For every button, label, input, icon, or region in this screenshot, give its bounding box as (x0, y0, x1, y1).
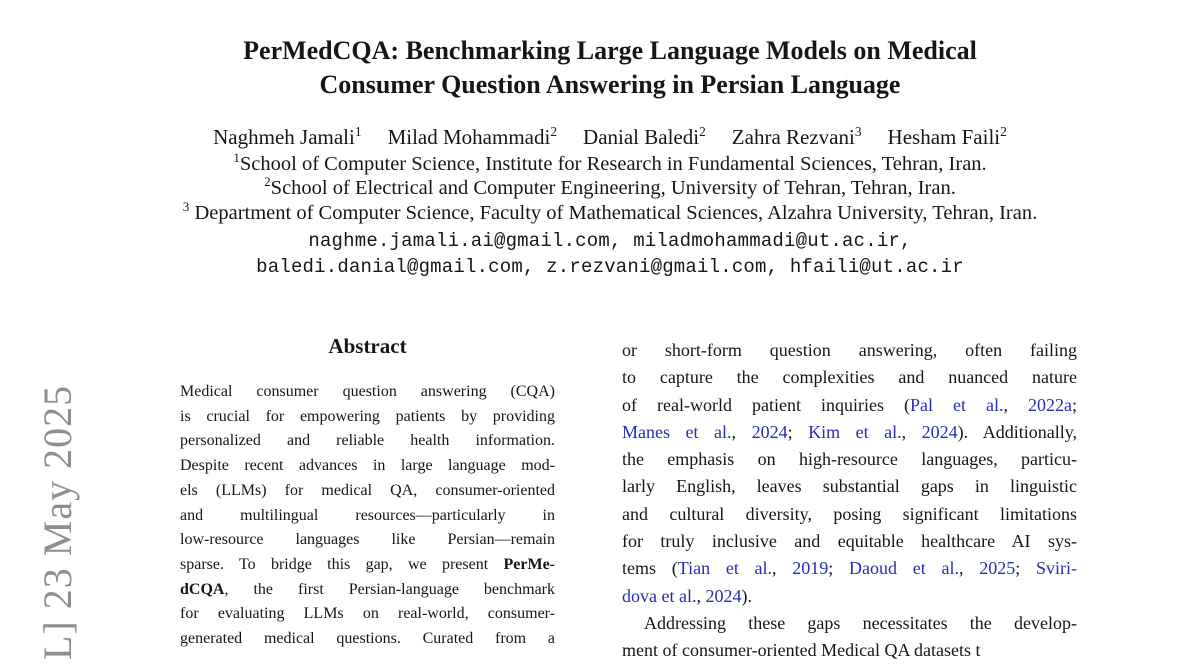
text-segment: ment of consumer-oriented Medical QA datasets t (622, 640, 981, 661)
text-line (180, 405, 555, 430)
author-name: Zahra Rezvani (731, 125, 855, 149)
text-line (622, 637, 1077, 664)
text-segment: ). (741, 585, 752, 606)
arxiv-stamp: L] 23 May 2025 (35, 384, 80, 660)
citation-link[interactable]: Pal et al. (909, 394, 1004, 415)
text-line (180, 454, 555, 479)
text-segment: , (959, 558, 980, 579)
text-line (622, 555, 1077, 582)
affil-mark: 3 (182, 198, 190, 214)
email-line-2: baledi.danial@gmail.com, z.rezvani@gmail.com, hfaili@ut.ac.ir (256, 255, 964, 278)
author-affil-mark: 2 (550, 124, 558, 139)
citation-link[interactable]: 2024 (705, 585, 742, 606)
abstract-heading: Abstract (328, 334, 407, 358)
author-affil-mark: 3 (854, 124, 862, 139)
text-segment: of real-world patient inquiries ( (622, 394, 910, 415)
text-segment: ; (1015, 558, 1036, 579)
text-segment: , the first Persian-language benchmark (224, 580, 555, 598)
citation-link[interactable]: 2024 (921, 421, 958, 442)
author-name: Naghmeh Jamali (213, 125, 355, 149)
text-line (622, 364, 1077, 391)
author (213, 125, 361, 149)
text-line (622, 446, 1077, 473)
text-segment: , (696, 585, 706, 606)
text-segment: ; (1071, 394, 1077, 415)
citation-link[interactable]: Daoud et al. (849, 558, 959, 579)
citation-link[interactable]: 2019 (792, 558, 829, 579)
affil-text: School of Electrical and Computer Engineering, University of Tehran, Tehran, Iran. (270, 177, 956, 200)
text-segment: , (1003, 394, 1028, 415)
text-line (180, 553, 555, 578)
citation-link[interactable]: Tian et al. (677, 558, 773, 579)
text-segment: , (731, 421, 752, 442)
text-segment: Medical consumer question answering (CQA) (180, 383, 555, 400)
text-segment: dCQA (180, 580, 225, 598)
paper-header (15, 34, 1200, 102)
author (388, 125, 557, 149)
citation-link[interactable]: Sviri- (1036, 558, 1078, 579)
text-segment: ). Additionally, (957, 421, 1078, 442)
email-line-1: naghme.jamali.ai@gmail.com, miladmohammadi@ut.ac.ir, (308, 230, 912, 252)
text-line (622, 528, 1077, 555)
affiliation-2 (15, 176, 1200, 200)
text-segment: to capture the complexities and nuanced nature (622, 367, 1077, 388)
affiliation-1 (15, 152, 1200, 176)
text-segment: Addressing these gaps necessitates the develop- (644, 612, 1077, 633)
text-segment: , (901, 421, 922, 442)
text-segment: for truly inclusive and equitable healthcare AI sys- (622, 531, 1077, 552)
text-line (622, 419, 1077, 446)
text-line (622, 337, 1077, 364)
citation-link[interactable]: 2025 (979, 558, 1016, 579)
paper-title-line-1: PerMedCQA: Benchmarking Large Language Models on Medical (243, 36, 977, 65)
affil-text: School of Computer Science, Institute for Research in Fundamental Sciences, Tehran, Iran. (239, 153, 987, 175)
text-segment: personalized and reliable health information. (180, 432, 555, 450)
affil-mark: 2 (264, 174, 271, 190)
text-segment: ; (787, 421, 809, 442)
text-segment: and multilingual resources—particularly in (180, 506, 555, 524)
author (888, 125, 1007, 149)
text-segment: PerMe- (503, 555, 555, 573)
text-line (180, 380, 555, 405)
text-segment: low-resource languages like Persian—remain (180, 531, 555, 549)
text-segment: generated medical questions. Curated from a (180, 630, 555, 648)
affiliation-list (15, 152, 1200, 225)
email-block (15, 229, 1200, 280)
citation-link[interactable]: 2024 (751, 421, 788, 442)
text-segment: , (772, 558, 793, 579)
right-column-text (622, 337, 1077, 665)
text-segment: sparse. To bridge this gap, we present (180, 555, 504, 573)
text-line (622, 610, 1077, 637)
text-line (180, 429, 555, 454)
text-line (180, 528, 555, 553)
text-segment: larly English, leaves substantial gaps in linguistic (622, 476, 1077, 497)
text-line (180, 578, 555, 603)
author (583, 125, 706, 149)
citation-link[interactable]: 2022a (1027, 394, 1072, 415)
text-line (622, 392, 1077, 419)
text-segment: tems ( (622, 558, 678, 579)
author-affil-mark: 1 (354, 124, 362, 139)
citation-link[interactable]: dova et al. (622, 585, 697, 606)
text-line (180, 602, 555, 627)
text-line (180, 479, 555, 504)
affiliation-3 (15, 198, 1200, 225)
text-segment: is crucial for empowering patients by providing (180, 407, 555, 425)
abstract-body (180, 380, 555, 652)
author-name: Hesham Faili (887, 125, 1001, 149)
text-line (180, 504, 555, 529)
text-line (180, 627, 555, 652)
text-segment: the emphasis on high-resource languages, particu- (622, 449, 1077, 470)
author-affil-mark: 2 (1000, 124, 1007, 139)
author-affil-mark: 2 (699, 124, 706, 139)
author (732, 125, 862, 149)
affil-mark: 1 (233, 150, 240, 166)
text-line (622, 583, 1077, 610)
text-segment: els (LLMs) for medical QA, consumer-oriented (180, 481, 555, 499)
text-segment: and cultural diversity, posing significant limitations (622, 503, 1077, 524)
text-segment: ; (828, 558, 850, 579)
author-list (15, 124, 1200, 151)
citation-link[interactable]: Kim et al. (808, 421, 902, 442)
author-name: Danial Baledi (583, 125, 700, 149)
affil-text: Department of Computer Science, Faculty of Mathematical Sciences, Alzahra University, Tehran, Iran. (189, 201, 1038, 224)
citation-link[interactable]: Manes et al. (622, 421, 732, 442)
text-line (622, 501, 1077, 528)
author-name: Milad Mohammadi (387, 125, 551, 149)
text-segment: for evaluating LLMs on real-world, consumer- (180, 605, 555, 623)
text-line (622, 473, 1077, 500)
paper-title-line-2: Consumer Question Answering in Persian Language (319, 70, 901, 99)
text-segment: Despite recent advances in large language mod- (180, 457, 555, 475)
text-segment: or short-form question answering, often failing (622, 340, 1077, 360)
